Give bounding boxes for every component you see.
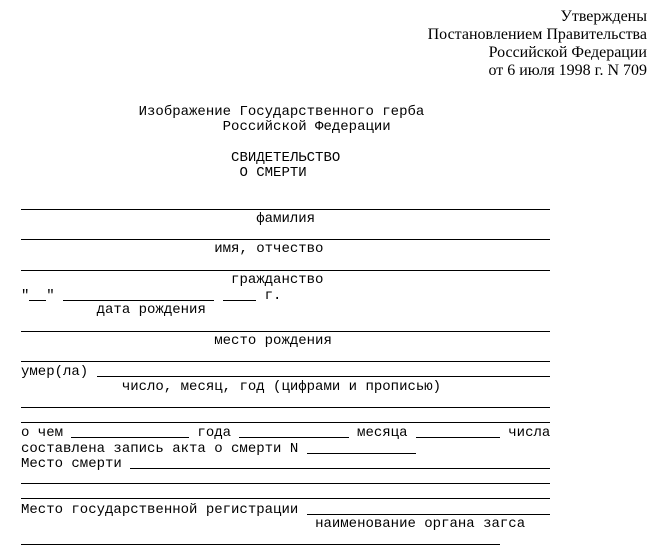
act-year-month-day-row: о чем года месяца числа (21, 425, 551, 442)
act-record-number-row: составлена запись акта о смерти N (21, 441, 658, 456)
fill-in-blank (21, 395, 550, 408)
fill-in-blank (21, 471, 550, 484)
fill-in-blank (21, 197, 550, 210)
fill-in-blank (21, 319, 550, 332)
death-place-row: Место смерти (21, 456, 658, 471)
coat-of-arms-caption-line-1: Изображение Государственного герба (138, 104, 425, 120)
caption-surname: фамилия (256, 210, 316, 227)
fill-in-blank (97, 364, 551, 377)
fill-in-blank (130, 456, 550, 469)
coat-of-arms-caption-line-2: Российской Федерации (222, 119, 391, 136)
fill-in-blank (21, 486, 550, 499)
fill-in-blank (21, 532, 500, 545)
fill-in-blank (63, 288, 214, 301)
blank-row-2 (21, 181, 658, 196)
caption-registry-office-name: наименование органа загса (315, 515, 526, 532)
caption-death-date: число, месяц, год (цифрами и прописью) (121, 378, 442, 395)
approval-line-2: Постановлением Правительства (427, 26, 647, 43)
rule-surname (21, 197, 658, 212)
rule-birth-place (21, 319, 658, 334)
document-title-line-2: О СМЕРТИ (239, 165, 307, 181)
rule-name-patronymic (21, 227, 658, 242)
caption-citizenship: гражданство (231, 271, 324, 288)
fill-in-blank (416, 425, 500, 438)
caption-name-patronymic: имя, отчество (214, 241, 324, 258)
rule-separator-3 (21, 410, 658, 425)
approval-line-4: от 6 июля 1998 г. N 709 (488, 62, 647, 79)
state-registration-place-row: Место государственной регистрации (21, 502, 658, 517)
rule-bottom (21, 532, 658, 547)
approval-line-1: Утверждены (560, 8, 647, 25)
died-row: умер(ла) (21, 364, 658, 379)
blank-row-1 (21, 136, 658, 151)
approval-block (0, 0, 658, 80)
fill-in-blank (223, 288, 257, 301)
rule-separator-2 (21, 395, 658, 410)
fill-in-blank (307, 502, 551, 515)
document-title-line-1: СВИДЕТЕЛЬСТВО (231, 149, 341, 166)
fill-in-blank (21, 410, 550, 423)
rule-separator-5 (21, 486, 658, 501)
approval-line-3: Российской Федерации (488, 44, 647, 61)
fill-in-blank (71, 425, 189, 438)
rule-citizenship (21, 258, 658, 273)
date-of-birth-blanks-row: " " г. (21, 288, 282, 304)
fill-in-blank (21, 349, 550, 362)
caption-date-of-birth: дата рождения (96, 302, 206, 319)
fill-in-blank (307, 441, 416, 454)
fill-in-blank (239, 425, 348, 438)
form-body (21, 105, 658, 547)
caption-birth-place: место рождения (214, 332, 332, 349)
rule-separator-1 (21, 349, 658, 364)
fill-in-blank (29, 288, 46, 301)
rule-separator-4 (21, 471, 658, 486)
fill-in-blank (21, 227, 550, 240)
fill-in-blank (21, 258, 550, 271)
